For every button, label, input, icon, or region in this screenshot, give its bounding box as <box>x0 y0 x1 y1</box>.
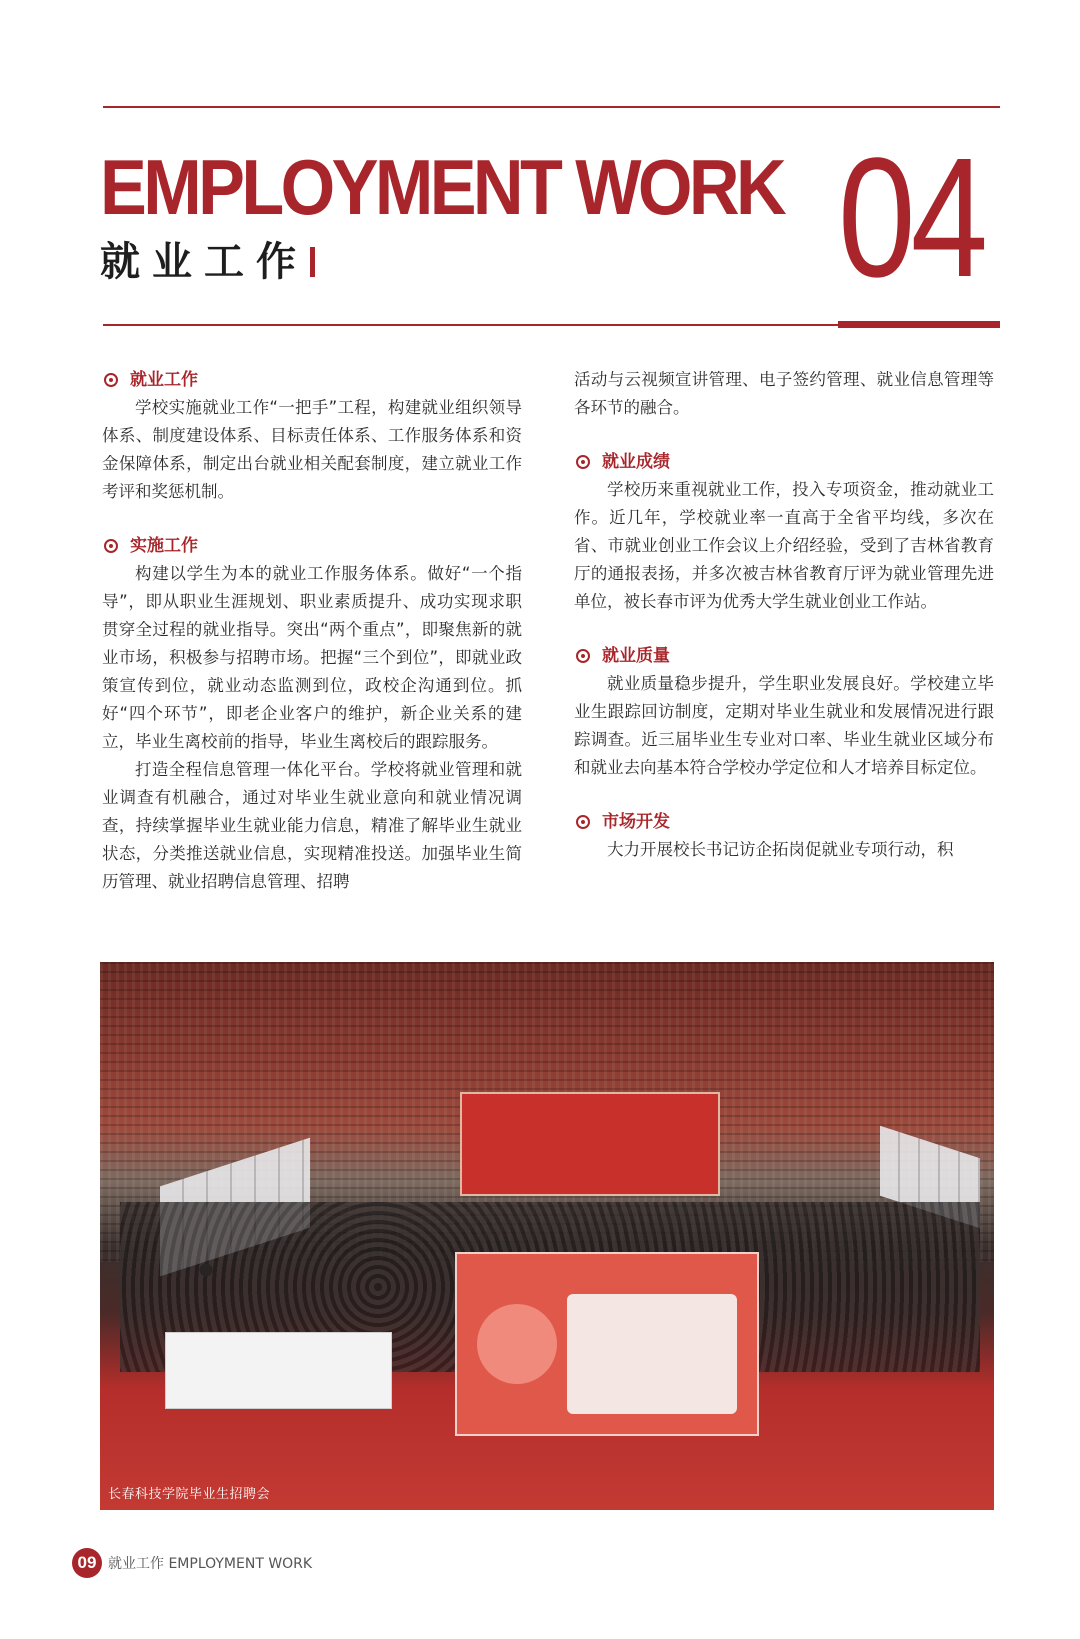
photo-booth <box>455 1252 759 1436</box>
section-rule <box>103 324 841 326</box>
target-bullet-icon <box>576 455 590 469</box>
top-rule <box>103 106 1000 108</box>
footer-label: 就业工作 EMPLOYMENT WORK <box>108 1556 313 1572</box>
target-bullet-icon <box>576 649 590 663</box>
title-accent-bar <box>310 247 315 277</box>
page-number: 09 <box>72 1548 102 1578</box>
paragraph: 打造全程信息管理一体化平台。学校将就业管理和就业调查有机融合，通过对毕业生就业意向和就业情况调查，持续掌握毕业生就业能力信息，精准了解毕业生就业状态，分类推送就业信息，实现精准投送。加强毕业生简历管理、就业招聘信息管理、招聘 <box>102 760 522 891</box>
section-heading: 就业质量 <box>574 642 994 670</box>
photo-booth-panel <box>567 1294 737 1414</box>
section-quality <box>574 642 994 782</box>
section-rule-accent <box>838 321 1000 328</box>
section-employment-work <box>102 366 522 506</box>
job-fair-photo <box>100 962 994 1510</box>
photo-booth-graphic <box>477 1304 557 1384</box>
paragraph: 构建以学生为本的就业工作服务体系。做好“一个指导”，即从职业生涯规划、职业素质提升、成功实现求职贯穿全过程的就业指导。突出“两个重点”，即聚焦新的就业市场，积极参与招聘市场。把握“三个到位”，即就业政策宣传到位，就业动态监测到位，政校企沟通到位。抓好“四个环节”，即老企业客户的维护，新企业关系的建立，毕业生离校前的指导，毕业生离校后的跟踪服务。 <box>102 564 522 751</box>
left-column <box>102 366 522 896</box>
section-heading: 市场开发 <box>574 808 994 836</box>
section-heading: 就业成绩 <box>574 448 994 476</box>
target-bullet-icon <box>576 815 590 829</box>
paragraph: 学校实施就业工作“一把手”工程，构建就业组织领导体系、制度建设体系、目标责任体系、工作服务体系和资金保障体系，制定出台就业相关配套制度，建立就业工作考评和奖惩机制。 <box>102 398 522 501</box>
paragraph: 学校历来重视就业工作，投入专项资金，推动就业工作。近几年，学校就业率一直高于全省平均线，多次在省、市就业创业工作会议上介绍经验，受到了吉林省教育厅的通报表扬，并多次被吉林省教育厅评为就业管理先进单位，被长春市评为优秀大学生就业创业工作站。 <box>574 480 994 611</box>
section-heading: 就业工作 <box>102 366 522 394</box>
target-bullet-icon <box>104 539 118 553</box>
section-implementation <box>102 532 522 896</box>
target-bullet-icon <box>104 373 118 387</box>
right-column <box>574 366 994 864</box>
section-achievements <box>574 448 994 616</box>
section-market <box>574 808 994 864</box>
page-footer <box>72 1548 312 1578</box>
photo-paper-wall <box>165 1332 392 1409</box>
photo-caption: 长春科技学院毕业生招聘会 <box>108 1487 271 1502</box>
title-chinese: 就业工作 <box>100 239 308 285</box>
paragraph: 就业质量稳步提升，学生职业发展良好。学校建立毕业生跟踪回访制度，定期对毕业生就业和发展情况进行跟踪调查。近三届毕业生专业对口率、毕业生就业区域分布和就业去向基本符合学校办学定位和人才培养目标定位。 <box>574 674 994 777</box>
paragraph-continuation: 活动与云视频宣讲管理、电子签约管理、就业信息管理等各环节的融合。 <box>574 370 994 417</box>
photo-stage-banner <box>460 1092 720 1196</box>
title-english: EMPLOYMENT WORK <box>100 143 784 231</box>
chapter-number: 04 <box>838 123 984 313</box>
paragraph: 大力开展校长书记访企拓岗促就业专项行动，积 <box>607 840 954 859</box>
section-heading: 实施工作 <box>102 532 522 560</box>
